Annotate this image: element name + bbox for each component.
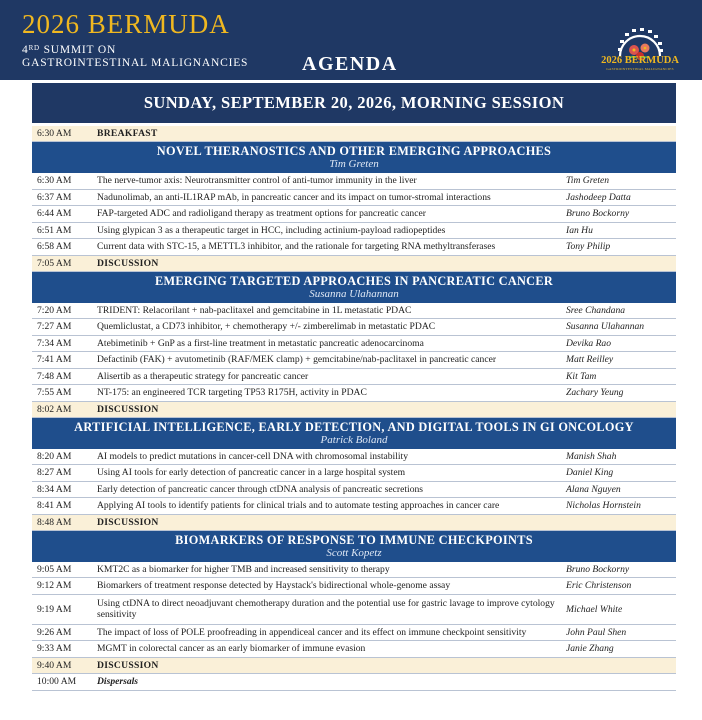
row-speaker: Matt Reilley — [566, 354, 614, 366]
talk-row — [32, 369, 676, 386]
session-moderator: Susanna Ulahannan — [309, 287, 399, 300]
row-title: DISCUSSION — [97, 403, 159, 415]
row-speaker: Nicholas Hornstein — [566, 500, 641, 512]
discussion-row — [32, 658, 676, 674]
talk-row — [32, 206, 676, 223]
row-time: 8:34 AM — [37, 483, 72, 495]
row-time: 6:58 AM — [37, 241, 72, 253]
row-time: 8:41 AM — [37, 500, 72, 512]
talk-row — [32, 223, 676, 240]
row-time: 6:37 AM — [37, 191, 72, 203]
row-title: DISCUSSION — [97, 516, 159, 528]
summit-subtitle — [22, 44, 248, 70]
row-title: AI models to predict mutations in cancer-cell DNA with chromosomal instability — [97, 450, 409, 462]
row-title: Using glypican 3 as a therapeutic target in HCC, including actinium-payload radiopeptides — [97, 224, 446, 236]
session-title: ARTIFICIAL INTELLIGENCE, EARLY DETECTION, AND DIGITAL TOOLS IN GI ONCOLOGY — [74, 419, 634, 434]
talk-row — [32, 578, 676, 595]
row-speaker: Eric Christenson — [566, 580, 632, 592]
session-moderator: Scott Kopetz — [326, 546, 382, 559]
talk-row — [32, 239, 676, 256]
row-title: TRIDENT: Relacorilant + nab-paclitaxel and gemcitabine in 1L metastatic PDAC — [97, 304, 412, 316]
talk-row — [32, 595, 676, 625]
row-time: 6:30 AM — [37, 128, 72, 139]
summit-line-2: GASTROINTESTINAL MALIGNANCIES — [22, 57, 249, 69]
row-title: KMT2C as a biomarker for higher TMB and increased sensitivity to therapy — [97, 563, 390, 575]
row-speaker: Manish Shah — [566, 450, 617, 462]
row-title: Using AI tools for early detection of pancreatic cancer in a large hospital system — [97, 467, 406, 479]
row-title: Nadunolimab, an anti-IL1RAP mAb, in pancreatic cancer and its impact on tumor-stromal interactions — [97, 191, 491, 203]
row-title: Current data with STC-15, a METTL3 inhibitor, and the rationale for targeting RNA methyltransferases — [97, 241, 496, 253]
session-title: BIOMARKERS OF RESPONSE TO IMMUNE CHECKPOINTS — [175, 532, 533, 547]
summit-ordinal-suffix: RD — [28, 44, 40, 52]
row-time: 8:27 AM — [37, 467, 72, 479]
row-speaker: Susanna Ulahannan — [566, 321, 645, 333]
row-time: 8:20 AM — [37, 450, 72, 462]
talk-row — [32, 385, 676, 402]
row-title: Quemliclustat, a CD73 inhibitor, + chemotherapy +/- zimberelimab in metastatic PDAC — [97, 321, 436, 333]
row-speaker: Tony Philip — [566, 241, 611, 253]
talk-row — [32, 303, 676, 320]
row-time: 10:00 AM — [37, 676, 77, 687]
session-moderator: Patrick Boland — [320, 433, 388, 446]
row-title: BREAKFAST — [97, 128, 158, 139]
talk-row — [32, 173, 676, 190]
row-speaker: Janie Zhang — [566, 643, 614, 655]
row-speaker: Daniel King — [566, 467, 614, 479]
row-time: 9:05 AM — [37, 563, 72, 575]
row-speaker: Michael White — [566, 603, 623, 615]
talk-row — [32, 625, 676, 642]
page-header — [0, 0, 702, 80]
agenda-label: AGENDA — [302, 53, 398, 75]
row-title: FAP-targeted ADC and radioligand therapy as treatment options for pancreatic cancer — [97, 208, 426, 220]
logo-wordmark: 2026 BERMUDA — [601, 55, 679, 66]
row-speaker: Kit Tam — [566, 370, 597, 382]
row-title: The impact of loss of POLE proofreading in appendiceal cancer and its effect on immune checkpoint sensitivity — [97, 626, 527, 638]
row-title: DISCUSSION — [97, 659, 159, 671]
agenda-table — [32, 82, 676, 691]
session-header — [32, 531, 676, 562]
row-speaker: Devika Rao — [566, 337, 612, 349]
row-time: 7:55 AM — [37, 387, 72, 399]
session-header — [32, 418, 676, 449]
talk-row — [32, 190, 676, 207]
talk-row — [32, 482, 676, 499]
talk-row — [32, 641, 676, 658]
row-time: 6:51 AM — [37, 224, 72, 236]
row-speaker: Bruno Bockorny — [566, 563, 630, 575]
talk-row — [32, 562, 676, 579]
row-speaker: Bruno Bockorny — [566, 208, 630, 220]
discussion-row — [32, 515, 676, 531]
row-speaker: Alana Nguyen — [566, 483, 621, 495]
row-time: 9:12 AM — [37, 580, 72, 592]
session-header — [32, 272, 676, 303]
session-title: NOVEL THERANOSTICS AND OTHER EMERGING APPROACHES — [156, 144, 552, 158]
row-time: 7:05 AM — [37, 257, 72, 269]
talk-row — [32, 336, 676, 353]
row-title: NT-175: an engineered TCR targeting TP53 R175H, activity in PDAC — [97, 387, 367, 399]
row-speaker: Zachary Yeung — [566, 387, 624, 399]
row-speaker: Sree Chandana — [566, 304, 626, 316]
row-title: Early detection of pancreatic cancer through ctDNA analysis of pancreatic secretions — [97, 483, 424, 495]
row-time: 8:02 AM — [37, 403, 72, 415]
row-title: Biomarkers of treatment response detected by Haystack's bidirectional whole-genome assay — [97, 580, 451, 592]
row-time: 9:33 AM — [37, 643, 72, 655]
row-time: 7:27 AM — [37, 321, 72, 333]
row-title: Defactinib (FAK) + avutometinib (RAF/MEK clamp) + gemcitabine/nab-paclitaxel in pancreatic cancer — [97, 354, 497, 366]
talk-row — [32, 449, 676, 466]
day-banner: SUNDAY, SEPTEMBER 20, 2026, MORNING SESSION — [32, 83, 676, 123]
session-header — [32, 142, 676, 173]
row-title: Alisertib as a therapeutic strategy for pancreatic cancer — [97, 370, 309, 382]
closing-row — [32, 674, 676, 691]
discussion-row — [32, 402, 676, 418]
talk-row — [32, 498, 676, 515]
event-title: 2026 BERMUDA — [22, 9, 230, 39]
talk-row — [32, 319, 676, 336]
row-time: 7:34 AM — [37, 337, 72, 349]
discussion-row — [32, 256, 676, 272]
row-title: DISCUSSION — [97, 257, 159, 269]
logo-arch-blocks — [618, 28, 663, 52]
row-speaker: Tim Greten — [566, 175, 610, 187]
talk-row — [32, 465, 676, 482]
summit-line-1: SUMMIT ON — [39, 44, 117, 56]
row-time: 7:20 AM — [37, 304, 72, 316]
logo-subtext: GASTROINTESTINAL MALIGNANCIES — [606, 67, 674, 71]
row-title: Applying AI tools to identify patients for clinical trials and to automate testing approaches in cancer care — [97, 500, 500, 512]
summit-ordinal: 4 — [22, 44, 29, 56]
talk-row — [32, 352, 676, 369]
row-time: 7:41 AM — [37, 354, 72, 366]
session-moderator: Tim Greten — [329, 158, 379, 170]
row-speaker: Ian Hu — [566, 224, 593, 236]
row-time: 8:48 AM — [37, 516, 72, 528]
row-title: Dispersals — [97, 676, 139, 687]
row-title: The nerve-tumor axis: Neurotransmitter control of anti-tumor immunity in the liver — [97, 175, 417, 187]
row-speaker: John Paul Shen — [566, 626, 627, 638]
row-title: Atebimetinib + GnP as a first-line treatment in metastatic pancreatic adenocarcinoma — [97, 337, 424, 349]
row-speaker: Jashodeep Datta — [566, 191, 631, 203]
row-time: 6:30 AM — [37, 175, 72, 187]
row-time: 9:26 AM — [37, 626, 72, 638]
row-time: 7:48 AM — [37, 370, 72, 382]
row-time: 9:40 AM — [37, 659, 72, 671]
breakfast-row — [32, 126, 676, 142]
row-time: 9:19 AM — [37, 603, 72, 615]
row-title: MGMT in colorectal cancer as an early biomarker of immune evasion — [97, 643, 366, 655]
row-time: 6:44 AM — [37, 208, 72, 220]
row-title: Using ctDNA to direct neoadjuvant chemotherapy duration and the potential use for gastric lavage to improve cytology sensitivity — [97, 598, 555, 620]
session-title: EMERGING TARGETED APPROACHES IN PANCREATIC CANCER — [154, 273, 554, 288]
